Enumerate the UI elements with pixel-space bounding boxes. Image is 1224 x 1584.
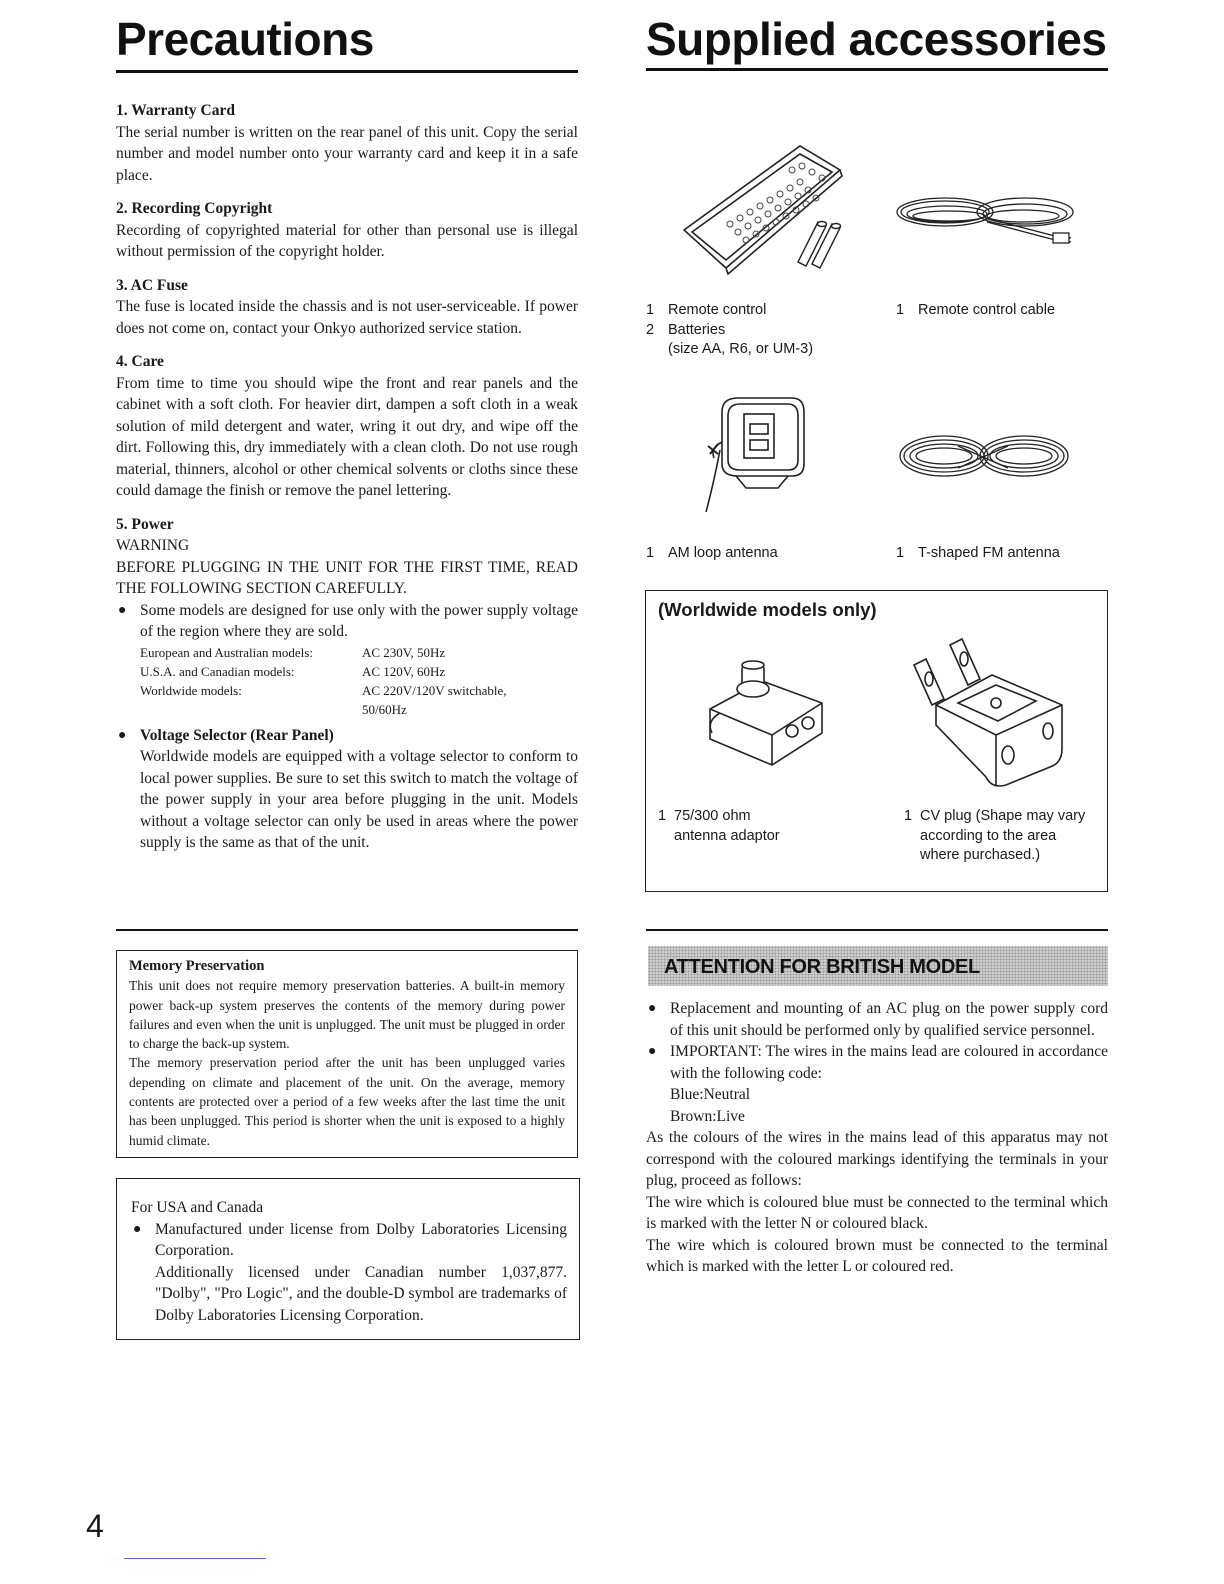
batteries-qty: 2 xyxy=(646,321,655,338)
plug-line-2: according to the area xyxy=(920,827,1057,844)
spec-region: U.S.A. and Canadian models: xyxy=(140,663,295,679)
british-bullet-2-text: IMPORTANT: The wires in the mains lead are coloured in accordance with the following code: xyxy=(670,1043,1108,1082)
spec-region: European and Australian models: xyxy=(140,644,313,660)
british-brown: Brown:Live xyxy=(670,1107,745,1125)
accessories-heading: Supplied accessories xyxy=(646,13,1107,65)
antenna-adaptor-illustration xyxy=(702,661,832,771)
worldwide-title: (Worldwide models only) xyxy=(658,599,877,620)
fm-qty: 1 xyxy=(896,545,905,561)
voltage-selector-text: Worldwide models are equipped with a voltage selector to conform to local power supplies. Be sure to set this switch to match the voltage of the power supply in your area before plugging in the unit. Models without a voltage selector can only be used in areas where the power supply is the same as that of the unit. xyxy=(140,748,578,851)
usa-content xyxy=(131,1197,567,1326)
fm-label xyxy=(896,544,1060,564)
fm-antenna-illustration xyxy=(898,432,1070,484)
cable-label xyxy=(896,301,1055,321)
memory-content xyxy=(129,957,565,1150)
british-bullet-2 xyxy=(646,1041,1108,1084)
adaptor-qty: 1 xyxy=(658,808,667,824)
usa-bullet xyxy=(131,1219,567,1262)
bullet-icon: ● xyxy=(648,1044,657,1059)
cable-name: Remote control cable xyxy=(918,302,1056,318)
copyright-text: Recording of copyrighted material for other than personal use is illegal without permission of the copyright holder. xyxy=(116,221,578,260)
cv-plug-illustration xyxy=(912,635,1072,795)
remote-cable-illustration xyxy=(895,188,1080,248)
right-heading-rule xyxy=(646,68,1108,71)
warranty-title: 1. Warranty Card xyxy=(116,102,235,119)
bullet-icon: ● xyxy=(648,1001,657,1016)
usa-bullet-text: Manufactured under license from Dolby Laboratories Licensing Corporation. xyxy=(155,1220,567,1259)
spec-row xyxy=(140,643,512,662)
british-para-1: As the colours of the wires in the mains lead of this apparatus may not correspond with the coloured markings identifying the terminals in your plug, proceed as follows: xyxy=(646,1129,1108,1189)
precautions-column xyxy=(116,100,578,854)
worldwide-models-box xyxy=(645,590,1108,892)
spec-value: AC 120V, 60Hz xyxy=(362,663,446,679)
british-blue: Blue:Neutral xyxy=(670,1086,751,1103)
am-label xyxy=(646,544,778,564)
adaptor-label xyxy=(658,807,780,846)
memory-title: Memory Preservation xyxy=(129,958,265,974)
bullet-icon: ● xyxy=(118,602,127,618)
adaptor-line-1: 75/300 ohm xyxy=(674,808,751,824)
copyright-title: 2. Recording Copyright xyxy=(116,200,273,217)
cable-qty: 1 xyxy=(896,302,905,318)
care-text: From time to time you should wipe the front and rear panels and the cabinet with a soft cloth. For heavier dirt, dampen a soft cloth in a weak solution of mild detergent and water, wring it out dry, and wipe off the dirt. Following this, dry immediately with a clean cloth. Do not use rough material, thinners, alcohol or other chemical solvents or cloths since these could damage the finish or remove the panel lettering. xyxy=(116,374,578,499)
left-divider xyxy=(116,929,578,931)
am-name: AM loop antenna xyxy=(668,545,778,561)
bullet-icon: ● xyxy=(118,727,127,743)
remote-label xyxy=(646,301,813,360)
usa-title: For USA and Canada xyxy=(131,1199,264,1216)
precautions-heading: Precautions xyxy=(116,13,374,65)
voltage-spec-table xyxy=(140,643,512,719)
british-content xyxy=(646,998,1108,1278)
bullet-icon: ● xyxy=(133,1221,142,1237)
plug-qty: 1 xyxy=(904,808,913,824)
remote-control-illustration xyxy=(680,140,850,275)
memory-text-2: The memory preservation period after the unit has been unplugged varies depending on climate and placement of the unit. On the average, memory contents are protected over a period of a few weeks after the last time the unit has been unplugged. This period is shorter when the unit is exposed to a highly humid climate. xyxy=(129,1055,565,1148)
plug-line-3: where purchased.) xyxy=(920,847,1041,863)
power-title: 5. Power xyxy=(116,515,174,533)
adaptor-line-2: antenna adaptor xyxy=(674,827,780,844)
british-para-3: The wire which is coloured brown must be connected to the terminal which is marked with the letter L or coloured red. xyxy=(646,1236,1108,1275)
am-qty: 1 xyxy=(646,545,655,561)
right-divider xyxy=(646,929,1108,931)
fuse-text: The fuse is located inside the chassis and is not user-serviceable. If power does not come on, contact your Onkyo authorized service station. xyxy=(116,298,578,337)
spec-value: AC 230V, 50Hz xyxy=(362,644,446,660)
power-bullet-1-text: Some models are designed for use only with the power supply voltage of the region where they are sold. xyxy=(140,601,578,640)
power-bullet-2 xyxy=(116,725,578,747)
am-loop-antenna-illustration xyxy=(700,392,815,517)
power-bullet-1 xyxy=(116,600,578,643)
batteries-name: Batteries xyxy=(668,321,726,338)
fm-name: T-shaped FM antenna xyxy=(918,545,1060,561)
british-para-2: The wire which is coloured blue must be connected to the terminal which is marked with the letter N or coloured black. xyxy=(646,1193,1108,1232)
batteries-size: (size AA, R6, or UM-3) xyxy=(668,341,814,357)
plug-label xyxy=(904,807,1085,866)
british-bullet-1-text: Replacement and mounting of an AC plug on the power supply cord of this unit should be performed only by qualified service personnel. xyxy=(670,1000,1108,1039)
footer-line xyxy=(124,1558,266,1559)
voltage-selector-title: Voltage Selector (Rear Panel) xyxy=(140,726,334,744)
memory-preservation-box xyxy=(116,950,578,1158)
memory-text-1: This unit does not require memory preservation batteries. A built-in memory power back-up system preserves the contents of the memory during power failures and even when the unit is unplugged. The unit must be plugged in order to charge the back-up system. xyxy=(129,978,565,1052)
power-warning: WARNING xyxy=(116,537,190,554)
spec-row xyxy=(140,681,512,719)
spec-row xyxy=(140,662,512,681)
british-banner xyxy=(648,946,1108,986)
plug-line-1: CV plug (Shape may vary xyxy=(920,808,1086,824)
spec-region: Worldwide models: xyxy=(140,682,242,698)
power-warning-text: BEFORE PLUGGING IN THE UNIT FOR THE FIRST TIME, READ THE FOLLOWING SECTION CAREFULLY. xyxy=(116,558,578,597)
fuse-title: 3. AC Fuse xyxy=(116,276,188,294)
usa-canada-box xyxy=(116,1178,580,1340)
british-banner-text: ATTENTION FOR BRITISH MODEL xyxy=(664,956,980,978)
left-heading-rule xyxy=(116,70,578,73)
remote-qty: 1 xyxy=(646,302,655,318)
warranty-text: The serial number is written on the rear panel of this unit. Copy the serial number and model number onto your warranty card and keep it in a safe place. xyxy=(116,123,578,184)
remote-name: Remote control xyxy=(668,302,767,318)
usa-text: Additionally licensed under Canadian number 1,037,877. "Dolby", "Pro Logic", and the double-D symbol are trademarks of Dolby Laboratories Licensing Corporation. xyxy=(155,1263,567,1324)
spec-value: AC 220V/120V switchable, 50/60Hz xyxy=(362,682,507,717)
british-bullet-1 xyxy=(646,998,1108,1041)
page-number: 4 xyxy=(86,1508,104,1544)
care-title: 4. Care xyxy=(116,353,164,370)
